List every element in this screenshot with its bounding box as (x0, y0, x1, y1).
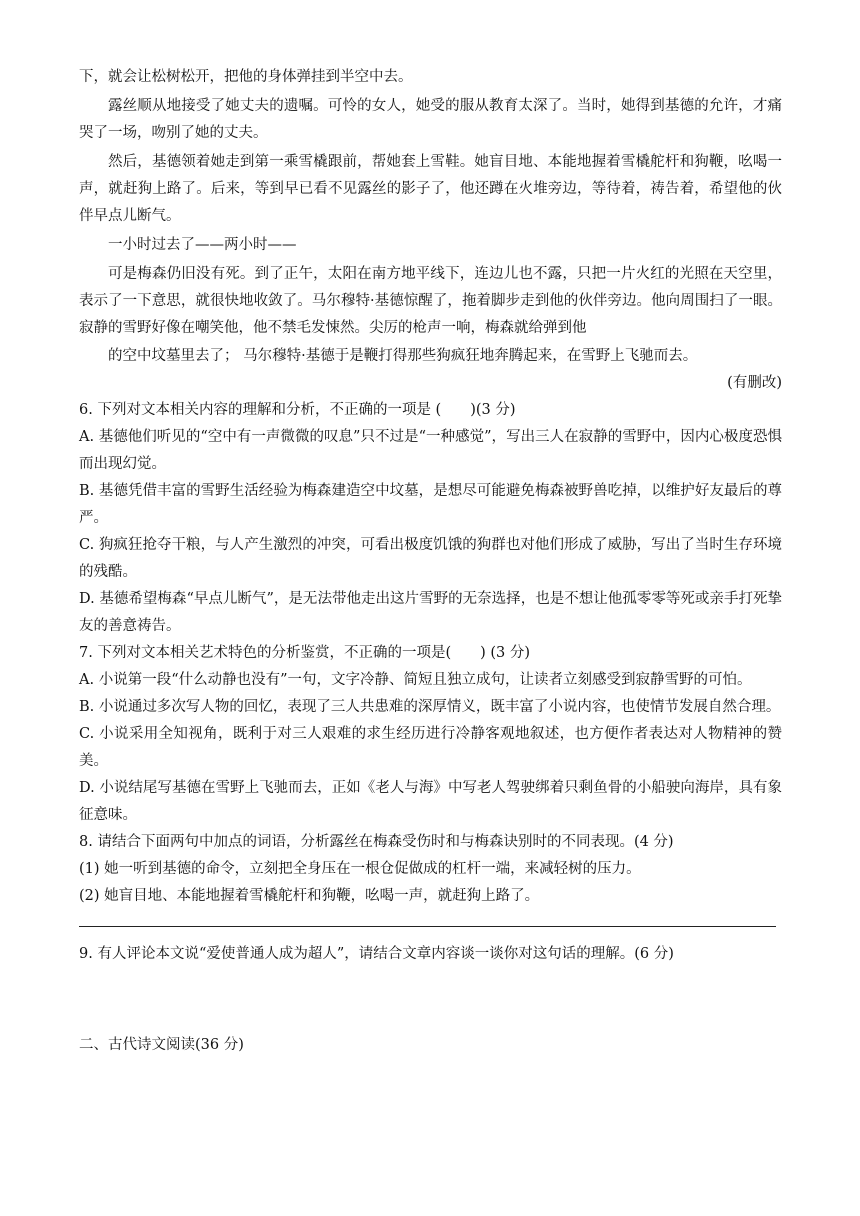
question-6-option-b: B. 基德凭借丰富的雪野生活经验为梅森建造空中坟墓，是想尽可能避免梅森被野兽吃掉，以维护好友最后的尊严。 (79, 483, 782, 526)
question-6-stem: 6. 下列对文本相关内容的理解和分析，不正确的一项是 ( )(3 分) (79, 402, 516, 418)
question-8-sentence-1: (1) 她一听到基德的命令，立刻把全身压在一根仓促做成的杠杆一端，来减轻树的压力。 (79, 861, 641, 877)
question-7-option-d: D. 小说结尾写基德在雪野上飞驰而去，正如《老人与海》中写老人驾驶绑着只剩鱼骨的小船驶向海岸，具有象征意味。 (79, 780, 782, 823)
passage-paragraph: 露丝顺从地接受了她丈夫的遗嘱。可怜的女人，她受的服从教育太深了。当时，她得到基德的允许，才痛哭了一场，吻别了她的丈夫。 (79, 98, 782, 141)
passage-paragraph: 然后，基德领着她走到第一乘雪橇跟前，帮她套上雪鞋。她盲目地、本能地握着雪橇舵杆和狗鞭，吆喝一声，就赶狗上路了。后来，等到早已看不见露丝的影子了，他还蹲在火堆旁边，等待着，祷告着，希望他的伙伴早点儿断气。 (79, 154, 782, 224)
question-7-option-c: C. 小说采用全知视角，既利于对三人艰难的求生经历进行冷静客观地叙述，也方便作者表达对人物精神的赞美。 (79, 726, 782, 769)
question-6-option-a: A. 基德他们听见的“空中有一声微微的叹息”只不过是“一种感觉”，写出三人在寂静的雪野中，因内心极度恐惧而出现幻觉。 (79, 429, 782, 472)
question-8-sentence-2: (2) 她盲目地、本能地握着雪橇舵杆和狗鞭，吆喝一声，就赶狗上路了。 (79, 888, 540, 904)
question-6-option-d: D. 基德希望梅森“早点儿断气”，是无法带他走出这片雪野的无奈选择，也是不想让他孤零零等死或亲手打死挚友的善意祷告。 (79, 591, 782, 634)
question-7-option-a: A. 小说第一段“什么动静也没有”一句，文字冷静、简短且独立成句，让读者立刻感受到寂静雪野的可怕。 (79, 672, 752, 688)
question-9-stem: 9. 有人评论本文说“爱使普通人成为超人”，请结合文章内容谈一谈你对这句话的理解。(6 分) (79, 946, 674, 962)
question-7-stem: 7. 下列对文本相关艺术特色的分析鉴赏，不正确的一项是( ) (3 分) (79, 645, 531, 661)
section-2-title: 二、古代诗文阅读(36 分) (79, 1037, 244, 1053)
question-8-stem: 8. 请结合下面两句中加点的词语，分析露丝在梅森受伤时和与梅森诀别时的不同表现。(4 分) (79, 834, 674, 850)
passage-paragraph: 下，就会让松树松开，把他的身体弹挂到半空中去。 (79, 69, 413, 85)
passage-paragraph: 一小时过去了——两小时—— (108, 237, 297, 253)
exam-page (79, 60, 782, 1059)
question-7-option-b: B. 小说通过多次写人物的回忆，表现了三人共患难的深厚情义，既丰富了小说内容，也使情节发展自然合理。 (79, 699, 781, 715)
source-note: (有删改) (727, 375, 782, 391)
passage-paragraph: 可是梅森仍旧没有死。到了正午，太阳在南方地平线下，连边儿也不露，只把一片火红的光照在天空里，表示了一下意思，就很快地收敛了。马尔穆特·基德惊醒了，拖着脚步走到他的伙伴旁边。他向周围扫了一眼。寂静的雪野好像在嘲笑他，他不禁毛发悚然。尖厉的枪声一响，梅森就给弹到他 (79, 266, 782, 336)
answer-line (79, 926, 776, 927)
passage-paragraph: 的空中坟墓里去了； 马尔穆特·基德于是鞭打得那些狗疯狂地奔腾起来，在雪野上飞驰而去。 (108, 348, 698, 364)
question-6-option-c: C. 狗疯狂抢夺干粮，与人产生激烈的冲突，可看出极度饥饿的狗群也对他们形成了威胁，写出了当时生存环境的残酷。 (79, 537, 782, 580)
